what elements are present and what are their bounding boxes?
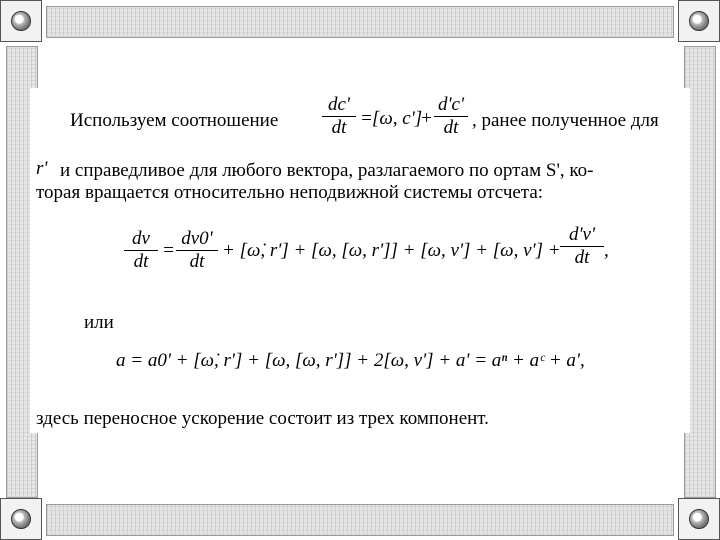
formula2-last bbox=[560, 224, 604, 269]
formula2-lhs bbox=[124, 228, 158, 273]
formula2-term1 bbox=[176, 228, 218, 273]
formula3: a = a0' + [ω̇, r'] + [ω, [ω, r']] + 2[ω, v'] + a' = aⁿ + aᶜ + a', bbox=[116, 350, 585, 371]
formula2-term1-num: dv0' bbox=[176, 228, 218, 251]
frame-top-bar bbox=[46, 6, 674, 38]
knob-icon bbox=[689, 509, 709, 529]
knob-icon bbox=[11, 509, 31, 529]
formula1-rhs-den: dt bbox=[443, 117, 459, 138]
formula2-eq: = bbox=[162, 240, 175, 261]
corner-knob-top-left bbox=[0, 0, 42, 42]
formula2-tail: , bbox=[604, 240, 609, 261]
formula1-lhs bbox=[322, 94, 356, 139]
symbol-r: r' bbox=[36, 158, 48, 179]
formula2-last-num: d'v' bbox=[560, 224, 604, 247]
formula1-lhs-den: dt bbox=[331, 117, 347, 138]
formula1-rhs-num: d'c' bbox=[434, 94, 468, 117]
formula1-eq: = bbox=[360, 108, 373, 129]
formula2-term1-den: dt bbox=[189, 251, 205, 272]
line2: и справедливое для любого вектора, разлагаемого по ортам S', ко- bbox=[60, 160, 594, 181]
formula1-bracket: [ω, c'] bbox=[372, 108, 423, 129]
line1-suffix: , ранее полученное для bbox=[472, 110, 659, 131]
formula2-lhs-den: dt bbox=[133, 251, 149, 272]
formula1-plus: + bbox=[420, 108, 433, 129]
line1-prefix: Используем соотношение bbox=[70, 110, 279, 131]
or-word: или bbox=[84, 312, 114, 333]
formula2-last-den: dt bbox=[574, 247, 590, 268]
formula1-rhs bbox=[434, 94, 468, 139]
formula2-terms: + [ω̇, r'] + [ω, [ω, r']] + [ω, v'] + [ω, v'] + bbox=[222, 240, 561, 261]
frame-bottom-bar bbox=[46, 504, 674, 536]
corner-knob-top-right bbox=[678, 0, 720, 42]
corner-knob-bottom-left bbox=[0, 498, 42, 540]
formula2-lhs-num: dv bbox=[124, 228, 158, 251]
knob-icon bbox=[689, 11, 709, 31]
knob-icon bbox=[11, 11, 31, 31]
line3: торая вращается относительно неподвижной системы отсчета: bbox=[36, 182, 544, 203]
last-line: здесь переносное ускорение состоит из трех компонент. bbox=[36, 408, 489, 429]
corner-knob-bottom-right bbox=[678, 498, 720, 540]
formula1-lhs-num: dc' bbox=[322, 94, 356, 117]
